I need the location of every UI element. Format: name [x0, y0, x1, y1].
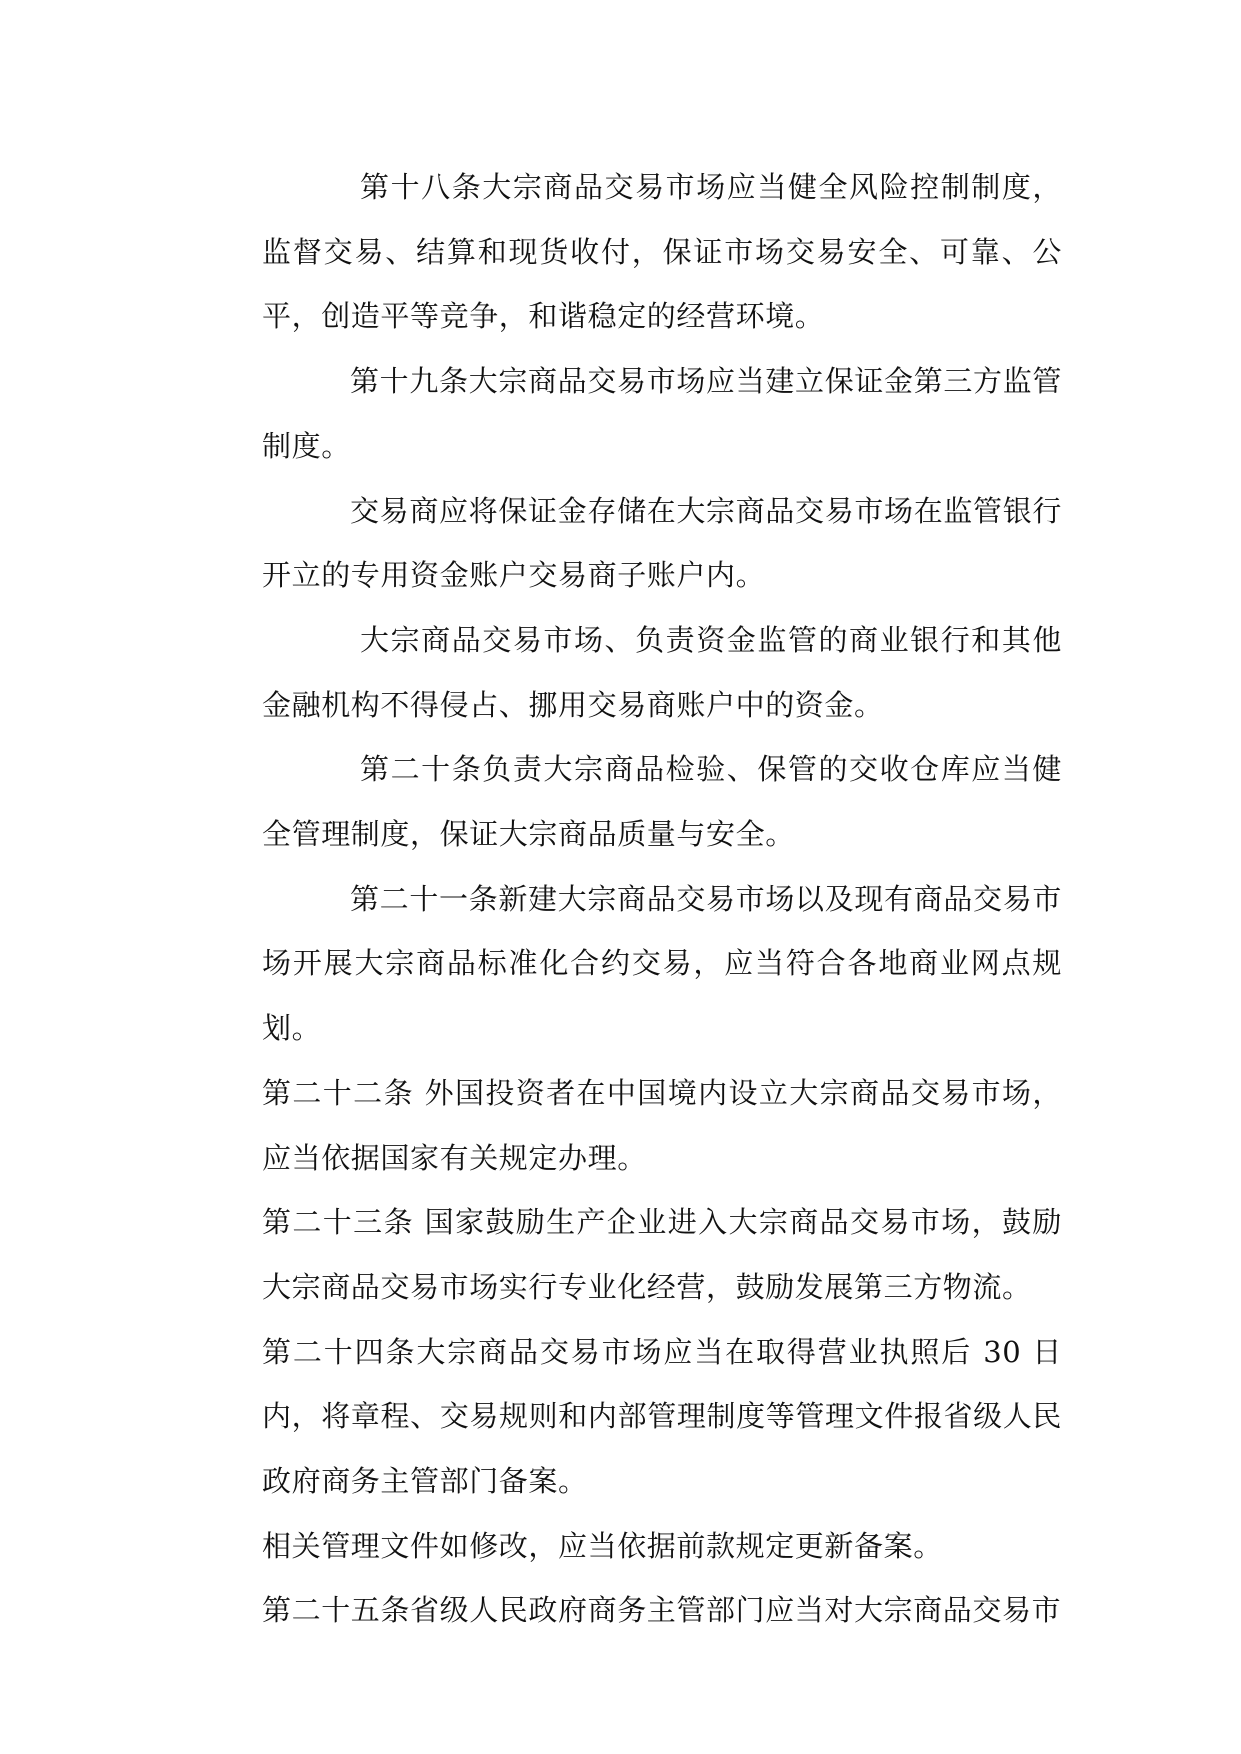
article-19-funds-protection-paragraph: 大宗商品交易市场、负责资金监管的商业银行和其他金融机构不得侵占、挪用交易商账户中的资金。 [262, 622, 1062, 722]
article-19-margin-deposit-paragraph: 交易商应将保证金存储在大宗商品交易市场在监管银行开立的专用资金账户交易商子账户内。 [262, 493, 1062, 593]
article-25-paragraph: 第二十五条省级人民政府商务主管部门应当对大宗商品交易市 [262, 1593, 1062, 1628]
article-22-paragraph: 第二十二条 外国投资者在中国境内设立大宗商品交易市场，应当依据国家有关规定办理。 [262, 1075, 1062, 1175]
article-23-paragraph: 第二十三条 国家鼓励生产企业进入大宗商品交易市场，鼓励大宗商品交易市场实行专业化经营，鼓励发展第三方物流。 [262, 1205, 1062, 1304]
article-21-paragraph: 第二十一条新建大宗商品交易市场以及现有商品交易市场开展大宗商品标准化合约交易，应当符合各地商业网点规划。 [262, 881, 1062, 1046]
article-24-paragraph: 第二十四条大宗商品交易市场应当在取得营业执照后 30 日内，将章程、交易规则和内部管理制度等管理文件报省级人民政府商务主管部门备案。 [262, 1334, 1062, 1499]
article-24-amendment-paragraph: 相关管理文件如修改，应当依据前款规定更新备案。 [262, 1528, 943, 1563]
article-19-paragraph: 第十九条大宗商品交易市场应当建立保证金第三方监管制度。 [262, 364, 1062, 463]
article-20-paragraph: 第二十条负责大宗商品检验、保管的交收仓库应当健全管理制度，保证大宗商品质量与安全。 [262, 752, 1062, 852]
article-18-paragraph: 第十八条大宗商品交易市场应当健全风险控制制度，监督交易、结算和现货收付，保证市场交易安全、可靠、公平，创造平等竞争，和谐稳定的经营环境。 [262, 170, 1062, 334]
document-body [262, 155, 1062, 1643]
